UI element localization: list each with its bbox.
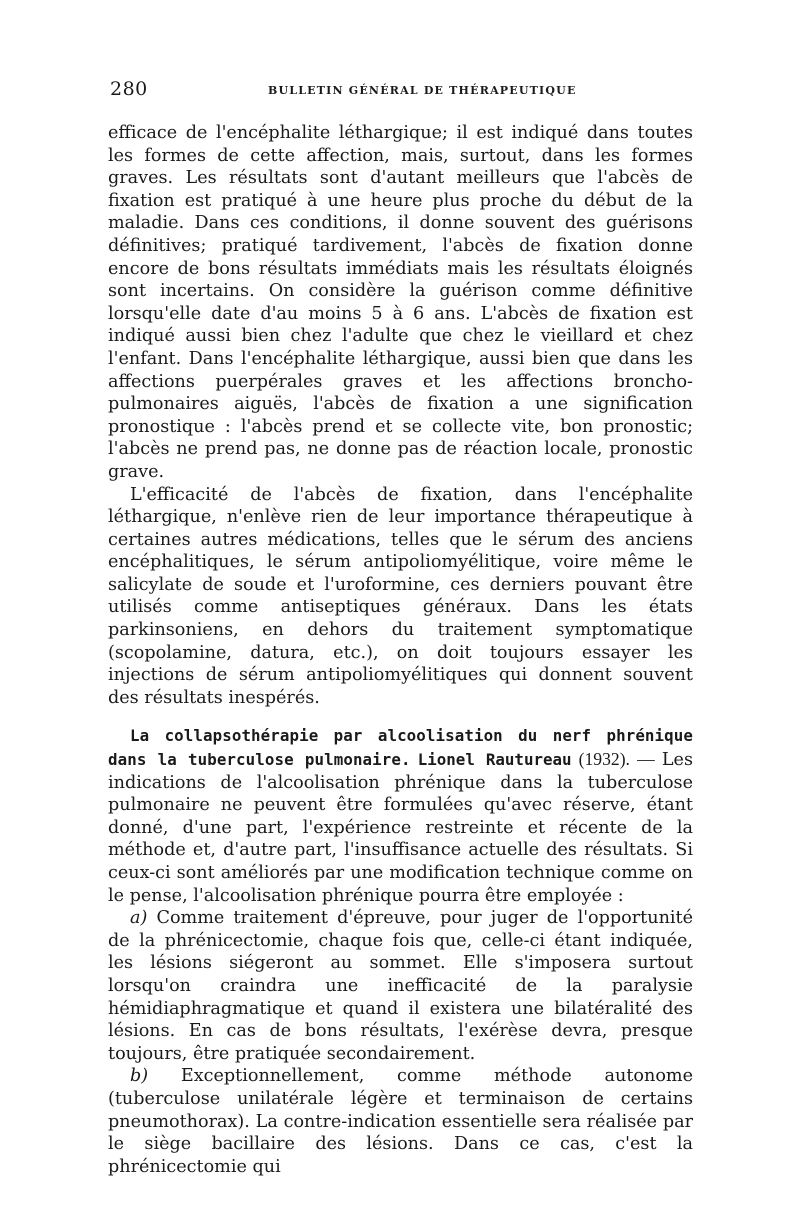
item-a: [108, 907, 693, 1065]
item-b-label: b): [130, 1066, 149, 1087]
page: [108, 78, 693, 1178]
item-a-label: a): [130, 908, 148, 929]
journal-title: BULLETIN GÉNÉRAL DE THÉRAPEUTIQUE: [268, 84, 577, 97]
paragraph-other-medications: L'efficacité de l'abcès de fixation, dans l'encéphalite léthargique, n'enlève rien de leur importance thérapeutique à certaines autres médications, telles que le sérum des anciens encéphalitiques, le sérum antipoliomyélitique, voire même le salicylate de soude et l'uroformine, ces derniers pouvant être utilisés comme antiseptiques généraux. Dans les états parkinsoniens, en dehors du traitement symptomatique (scopolamine, datura, etc.), on doit toujours essayer les injections de sérum antipoliomyélitiques qui donnent souvent des résultats inespérés.: [108, 484, 693, 708]
article-dash: —: [637, 749, 655, 770]
paragraph-abces-efficacy: efficace de l'encéphalite léthargique; il est indiqué dans toutes les formes de cette affection, mais, surtout, dans les formes graves. Les résultats sont d'autant meilleurs que l'abcès de fixation est pratiqué à une heure plus proche du début de la maladie. Dans ces conditions, il donne souvent des guérisons définitives; pratiqué tardivement, l'abcès de fixation donne encore de bons résultats immédiats mais les résultats éloignés sont incertains. On considère la guérison comme définitive lorsqu'elle date d'au moins 5 à 6 ans. L'abcès de fixation est indiqué aussi bien chez l'adulte que chez le vieillard et chez l'enfant. Dans l'encéphalite léthargique, aussi bien que dans les affections puerpérales graves et les affections broncho-pulmonaires aiguës, l'abcès de fixation a une signification pronostique : l'abcès prend et se collecte vite, bon pronostic; l'abcès ne prend pas, ne donne pas de réaction locale, pronostic grave.: [108, 123, 693, 482]
running-head: [108, 78, 693, 104]
article-title: La collapsothérapie par alcoolisation du nerf phrénique dans la tuberculose pulmonaire.: [108, 726, 693, 770]
section-gap: [108, 709, 693, 725]
item-b-text: Exceptionnellement, comme méthode autonome (tuberculose unilatérale légère et terminaison de certains pneumothorax). La contre-indication essentielle sera réalisée par le siège bacillaire des lésions. Dans ce cas, c'est la phrénicectomie qui: [108, 1066, 694, 1177]
item-a-text: Comme traitement d'épreuve, pour juger de l'opportunité de la phrénicectomie, chaque fois que, celle-ci étant indiquée, les lésions siégeront au sommet. Elle s'imposera surtout lorsqu'on craindra une inefficacité de la paralysie hémidiaphragmatique et quand il existera une bilatéralité des lésions. En cas de bons résultats, l'exérèse devra, presque toujours, être pratiquée secondairement.: [108, 908, 694, 1064]
article-heading: [108, 725, 693, 907]
item-b: [108, 1065, 693, 1178]
page-number: 280: [110, 78, 148, 100]
article-author: Lionel Rautureau: [417, 750, 572, 770]
article-intro: Les indications de l'alcoolisation phrénique dans la tuberculose pulmonaire ne peuvent être formulées qu'avec réserve, étant donné, d'une part, l'expérience restreinte et récente de la méthode et, d'autre part, l'insuffisance actuelle des résultats. Si ceux-ci sont améliorés par une modification technique comme on le pense, l'alcoolisation phrénique pourra être employée :: [108, 750, 693, 906]
article-year: (1932).: [578, 749, 630, 770]
